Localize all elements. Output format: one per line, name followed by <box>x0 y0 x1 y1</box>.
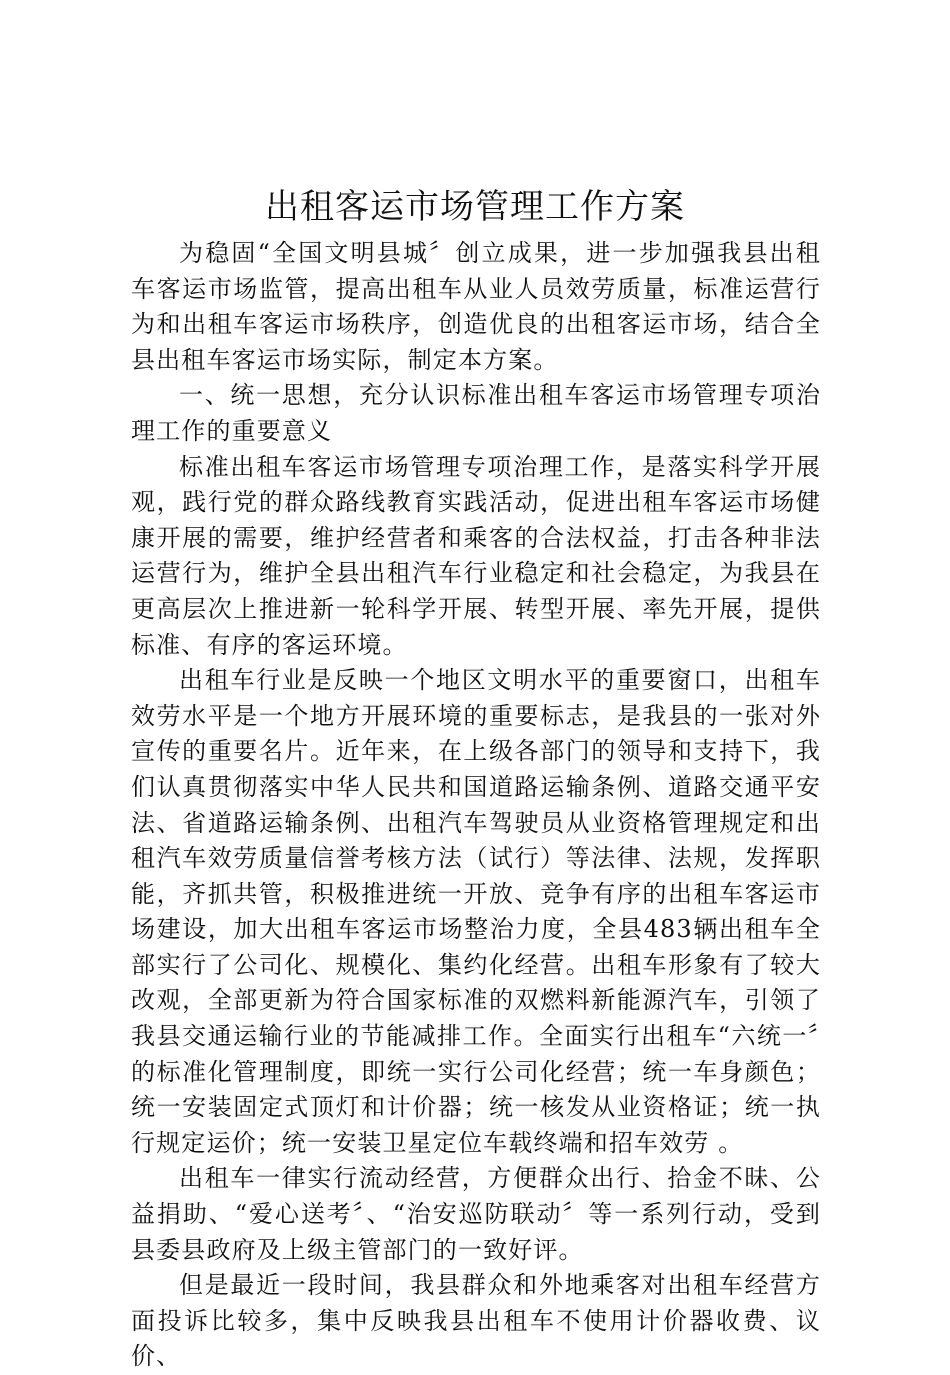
paragraph-intro: 为稳固“全国文明县城〞创立成果，进一步加强我县出租车客运市场监管，提高出租车从业人员效劳质量，标准运营行为和出租车客运市场秩序，创造优良的出租客运市场，结合全县出租车客运市场实际，制定本方案。 <box>131 239 821 374</box>
section-heading-1: 一、统一思想，充分认识标准出租车客运市场管理专项治理工作的重要意义 <box>131 381 821 445</box>
paragraph-complaints: 但是最近一段时间，我县群众和外地乘客对出租车经营方面投诉比较多，集中反映我县出租车不使用计价器收费、议价、 <box>131 1271 821 1371</box>
paragraph-industry: 出租车行业是反映一个地区文明水平的重要窗口，出租车效劳水平是一个地方开展环境的重要标志，是我县的一张对外宣传的重要名片。近年来，在上级各部门的领导和支持下，我们认真贯彻落实中华人民共和国道路运输条例、道路交通平安法、省道路运输条例、出租汽车驾驶员从业资格管理规定和出租汽车效劳质量信誉考核方法（试行）等法律、法规，发挥职能，齐抓共管，积极推进统一开放、竞争有序的出租车客运市场建设，加大出租车客运市场整治力度，全县483辆出租车全部实行了公司化、规模化、集约化经营。出租车形象有了较大改观，全部更新为符合国家标准的双燃料新能源汽车，引领了我县交通运输行业的节能减排工作。全面实行出租车“六统一〞的标准化管理制度，即统一实行公司化经营；统一车身颜色；统一安装固定式顶灯和计价器；统一核发从业资格证；统一执行规定运价；统一安装卫星定位车载终端和招车效劳 。 <box>131 666 821 1157</box>
document-title: 出租客运市场管理工作方案 <box>265 187 685 227</box>
document-body <box>131 236 821 1375</box>
paragraph-significance: 标准出租车客运市场管理专项治理工作，是落实科学开展观，践行党的群众路线教育实践活动，促进出租车客运市场健康开展的需要，维护经营者和乘客的合法权益，打击各种非法运营行为，维护全县出租汽车行业稳定和社会稳定，为我县在更高层次上推进新一轮科学开展、转型开展、率先开展，提供标准、有序的客运环境。 <box>131 452 821 659</box>
paragraph-praise: 出租车一律实行流动经营，方便群众出行、拾金不昧、公益捐助、“爱心送考〞、“治安巡防联动〞等一系列行动，受到县委县政府及上级主管部门的一致好评。 <box>131 1164 821 1264</box>
